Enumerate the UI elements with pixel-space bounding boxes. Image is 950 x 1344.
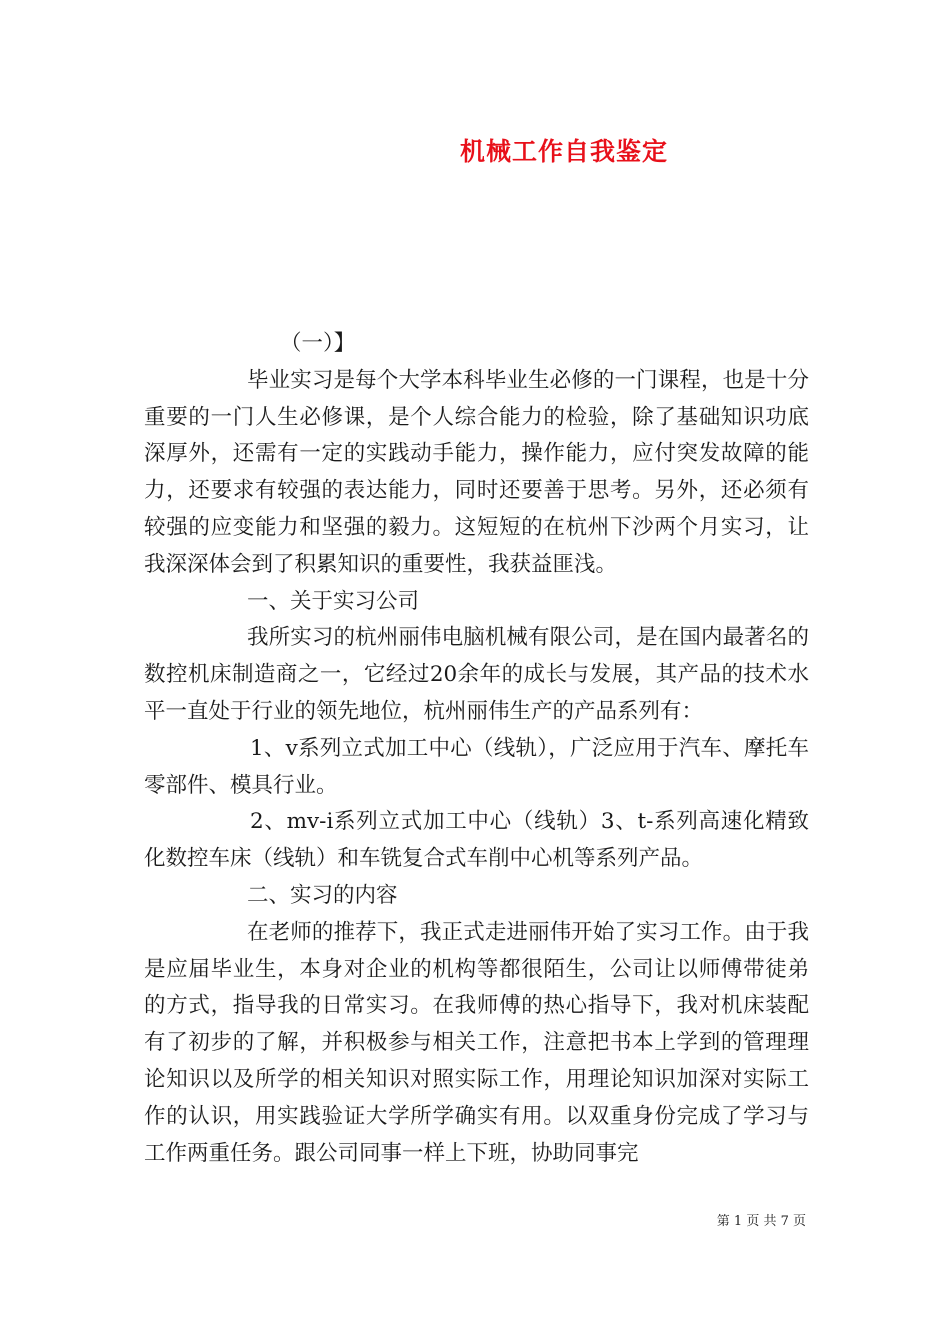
list-item-v-series: 1、v系列立式加工中心（线轨），广泛应用于汽车、摩托车零部件、模具行业。: [144, 735, 809, 798]
paragraph-company: 我所实习的杭州丽伟电脑机械有限公司，是在国内最著名的数控机床制造商之一，它经过20余年的成长与发展，其产品的技术水平一直处于行业的领先地位，杭州丽伟生产的产品系列有：: [144, 625, 809, 724]
document-title: 机械工作自我鉴定: [459, 137, 668, 166]
section-marker: （一）】: [280, 331, 356, 356]
list-item-mv-series: 2、mv-i系列立式加工中心（线轨）3、t-系列高速化精致化数控车床（线轨）和车铣复合式车削中心机等系列产品。: [144, 809, 809, 872]
paragraph-content: 在老师的推荐下，我正式走进丽伟开始了实习工作。由于我是应届毕业生，本身对企业的机构等都很陌生，公司让以师傅带徒弟的方式，指导我的日常实习。在我师傅的热心指导下，我对机床装配有了初步的了解，并积极参与相关工作，注意把书本上学到的管理理论知识以及所学的相关知识对照实际工作，用理论知识加深对实际工作的认识，用实践验证大学所学确实有用。以双重身份完成了学习与工作两重任务。跟公司同事一样上下班，协助同事完: [144, 919, 809, 1166]
page-footer: 第 1 页 共 7 页: [716, 1214, 806, 1229]
heading-content: 二、实习的内容: [247, 882, 398, 908]
heading-company: 一、关于实习公司: [247, 588, 420, 614]
paragraph-intro: 毕业实习是每个大学本科毕业生必修的一门课程，也是十分重要的一门人生必修课，是个人综合能力的检验，除了基础知识功底深厚外，还需有一定的实践动手能力，操作能力，应付突发故障的能力，还要求有较强的表达能力，同时还要善于思考。另外，还必须有较强的应变能力和坚强的毅力。这短短的在杭州下沙两个月实习，让我深深体会到了积累知识的重要性，我获益匪浅。: [144, 367, 809, 577]
document-body: [144, 326, 809, 1172]
